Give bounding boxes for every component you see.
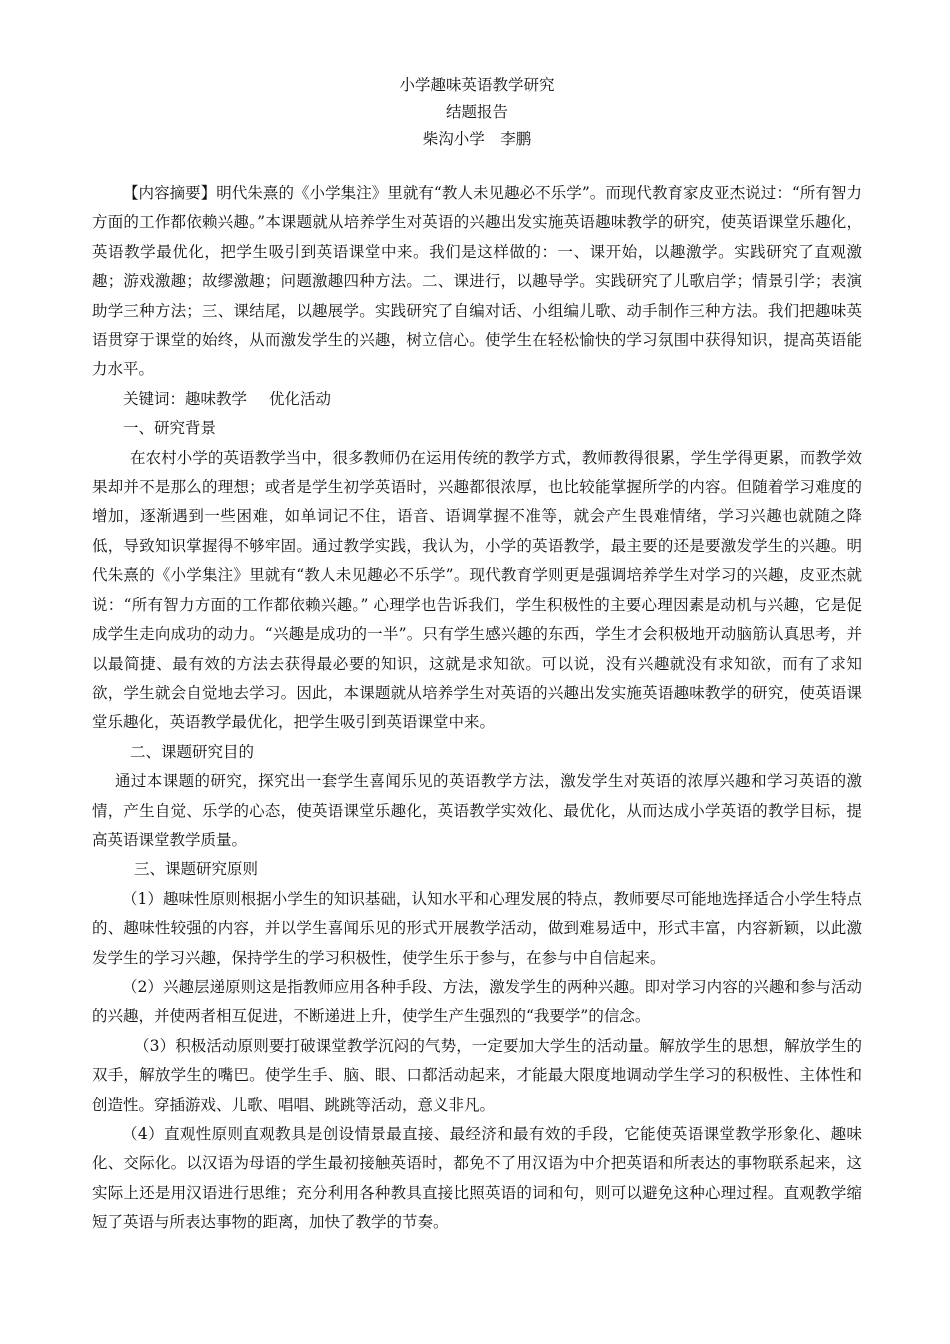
- abstract-paragraph: 【内容摘要】明代朱熹的《小学集注》里就有“教人未见趣必不乐学”。而现代教育家皮亚杰说过：“所有智力方面的工作都依赖兴趣。”本课题就从培养学生对英语的兴趣出发实施英语趣味教学的研究，使英语课堂乐趣化，英语教学最优化，把学生吸引到英语课堂中来。我们是这样做的：一、课开始，以趣激学。实践研究了直观激趣；游戏激趣；故缪激趣；问题激趣四种方法。二、课进行，以趣导学。实践研究了儿歌启学；情景引学；表演助学三种方法；三、课结尾，以趣展学。实践研究了自编对话、小组编儿歌、动手制作三种方法。我们把趣味英语贯穿于课堂的始终，从而激发学生的兴趣，树立信心。使学生在轻松愉快的学习氛围中获得知识，提高英语能力水平。: [92, 184, 862, 379]
- section-1-heading: 一、研究背景: [123, 419, 217, 438]
- keywords-item: 优化活动: [269, 389, 332, 408]
- report-title: 小学趣味英语教学研究: [399, 76, 555, 94]
- keywords-label: 关键词：趣味教学: [123, 389, 248, 408]
- keywords-line: [92, 385, 862, 414]
- section-2-heading: 二、课题研究目的: [130, 742, 255, 761]
- report-author: 柴沟小学 李鹏: [422, 130, 532, 148]
- document-page: [92, 72, 862, 1238]
- section-3-heading: 三、课题研究原则: [134, 860, 259, 879]
- principle-1: （1）趣味性原则根据小学生的知识基础，认知水平和心理发展的特点，教师要尽可能地选择适合小学生特点的、趣味性较强的内容，并以学生喜闻乐见的形式开展教学活动，做到难易适中，形式丰富，内容新颖，以此激发学生的学习兴趣，保持学生的学习积极性，使学生乐于参与，在参与中自信起来。: [92, 889, 862, 967]
- section-2-body: 通过本课题的研究，探究出一套学生喜闻乐见的英语教学方法，激发学生对英语的浓厚兴趣和学习英语的激情，产生自觉、乐学的心态，使英语课堂乐趣化，英语教学实效化、最优化，从而达成小学英语的教学目标，提高英语课堂教学质量。: [92, 772, 862, 849]
- spacer: [92, 153, 862, 179]
- principle-3: （3）积极活动原则要打破课堂教学沉闷的气势，一定要加大学生的活动量。解放学生的思想，解放学生的双手，解放学生的嘴巴。使学生手、脑、眼、口都活动起来，才能最大限度地调动学生学习的积极性、主体性和创造性。穿插游戏、儿歌、唱唱、跳跳等活动，意义非凡。: [92, 1036, 862, 1114]
- principle-2: （2）兴趣层递原则这是指教师应用各种手段、方法，激发学生的两种兴趣。即对学习内容的兴趣和参与活动的兴趣，并使两者相互促进，不断递进上升，使学生产生强烈的“我要学”的信念。: [92, 977, 862, 1026]
- principle-4: （4）直观性原则直观教具是创设情景最直接、最经济和最有效的手段，它能使英语课堂教学形象化、趣味化、交际化。以汉语为母语的学生最初接触英语时，都免不了用汉语为中介把英语和所表达的事物联系起来，这实际上还是用汉语进行思维；充分利用各种教具直接比照英语的词和句，则可以避免这种心理过程。直观教学缩短了英语与所表达事物的距离，加快了教学的节奏。: [92, 1125, 862, 1232]
- section-1-body: 在农村小学的英语教学当中，很多教师仍在运用传统的教学方式，教师教得很累，学生学得更累，而教学效果却并不是那么的理想；或者是学生初学英语时，兴趣都很浓厚，也比较能掌握所学的内容。但随着学习难度的增加，逐渐遇到一些困难，如单词记不住，语音、语调掌握不准等，就会产生畏难情绪，学习兴趣也就随之降低，导致知识掌握得不够牢固。通过教学实践，我认为，小学的英语教学，最主要的还是要激发学生的兴趣。明代朱熹的《小学集注》里就有“教人未见趣必不乐学”。现代教育学则更是强调培养学生对学习的兴趣，皮亚杰就说：“所有智力方面的工作都依赖兴趣。” 心理学也告诉我们，学生积极性的主要心理因素是动机与兴趣，它是促成学生走向成功的动力。“兴趣是成功的一半”。只有学生感兴趣的东西，学生才会积极地开动脑筋认真思考，并以最简捷、最有效的方法去获得最必要的知识，这就是求知欲。可以说，没有兴趣就没有求知欲，而有了求知欲，学生就会自觉地去学习。因此，本课题就从培养学生对英语的兴趣出发实施英语趣味教学的研究，使英语课堂乐趣化，英语教学最优化，把学生吸引到英语课堂中来。: [92, 448, 862, 732]
- title-block: [92, 72, 862, 153]
- report-subtitle: 结题报告: [445, 103, 508, 121]
